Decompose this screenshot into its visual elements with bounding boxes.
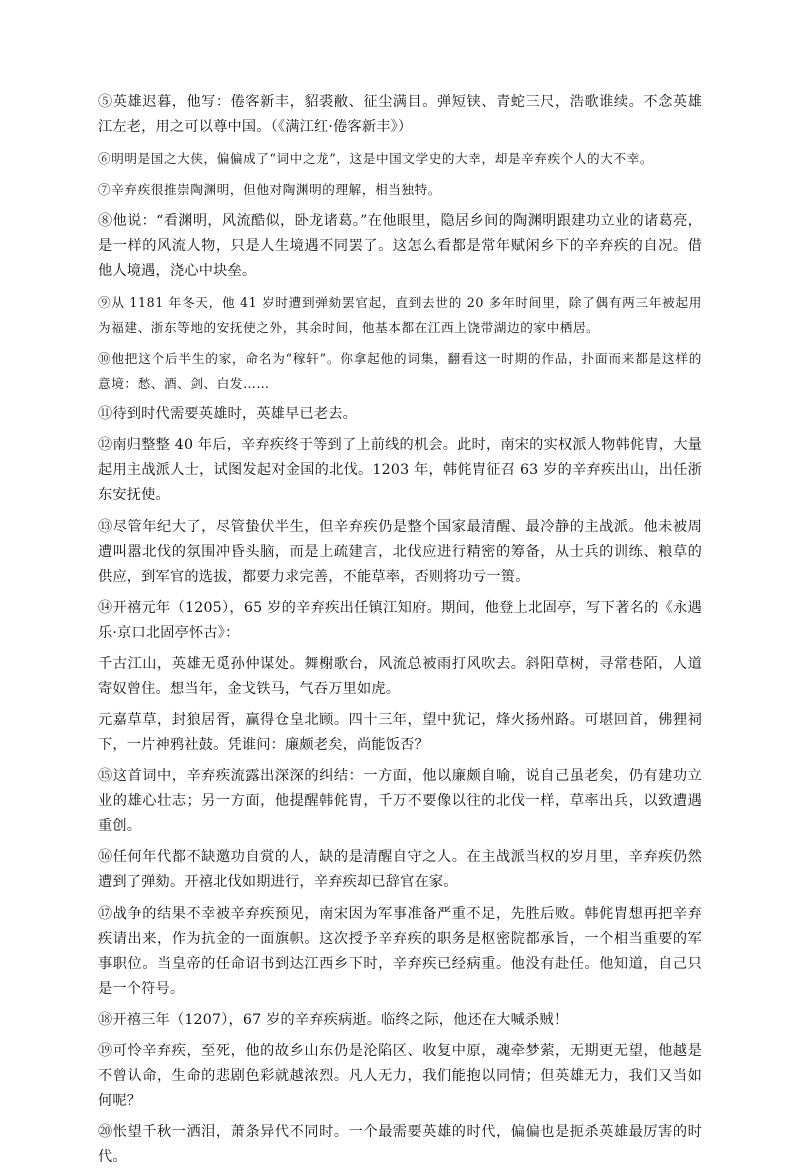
paragraph-6: ⑥明明是国之大侠，偏偏成了“词中之龙”，这是中国文学史的大幸，却是辛弃疾个人的大不幸。 [98,151,654,167]
poem-stanza-1: 千古江山，英雄无觅孙仲谋处。舞榭歌台，风流总被雨打风吹去。斜阳草树，寻常巷陌，人道寄奴曾住。想当年，金戈铁马，气吞万里如虎。 [98,655,702,697]
paragraph-17: ⑰战争的结果不幸被辛弃疾预见，南宋因为军事准备严重不足，先胜后败。韩侂胄想再把辛弃疾请出来，作为抗金的一面旗帜。这次授予辛弃疾的职务是枢密院都承旨，一个相当重要的军事职位。当皇帝的任命诏书到达江西乡下时，辛弃疾已经病重。他没有赴任。他知道，自己只是一个符号。 [98,905,702,997]
paragraph-8: ⑧他说：“看渊明，风流酷似，卧龙诸葛。”在他眼里，隐居乡间的陶渊明跟建功立业的诸葛亮，是一样的风流人物，只是人生境遇不同罢了。这怎么看都是常年赋闲乡下的辛弃疾的自况。借他人境遇，浇心中块垒。 [98,212,702,279]
paragraph-5: ⑤英雄迟暮，他写：倦客新丰，貂裘敝、征尘满目。弹短铗、青蛇三尺，浩歌谁续。不念英雄江左老，用之可以尊中国。（《满江红·倦客新丰》） [98,94,702,135]
paragraph-12: ⑫南归整整 40 年后，辛弃疾终于等到了上前线的机会。此时，南宋的实权派人物韩侂胄，大量起用主战派人士，试图发起对金国的北伐。1203 年，韩侂胄征召 63 岁的辛弃疾出山，出任浙东安抚使。 [98,437,702,504]
paragraph-13: ⑬尽管年纪大了，尽管蛰伏半生，但辛弃疾仍是整个国家最清醒、最冷静的主战派。他未被周遭叫嚣北伐的氛围冲昏头脑，而是上疏建言，北伐应进行精密的筹备，从士兵的训练、粮草的供应，到军官的选拔，都要力求完善，不能草率，否则将功亏一篑。 [98,518,702,585]
paragraph-16: ⑯任何年代都不缺邀功自赏的人，缺的是清醒自守之人。在主战派当权的岁月里，辛弃疾仍然遭到了弹劾。开禧北伐如期进行，辛弃疾却已辞官在家。 [98,849,702,891]
paragraph-7: ⑦辛弃疾很推崇陶渊明，但他对陶渊明的理解，相当独特。 [98,182,442,198]
paragraph-15: ⑮这首词中，辛弃疾流露出深深的纠结：一方面，他以廉颇自喻，说自己虽老矣，仍有建功立业的雄心壮志；另一方面，他提醒韩侂胄，千万不要像以往的北伐一样，草率出兵，以致遭遇重创。 [98,768,702,835]
paragraph-14: ⑭开禧元年（1205），65 岁的辛弃疾出任镇江知府。期间，他登上北固亭，写下著名的《永遇乐·京口北固亭怀古》： [98,599,702,641]
paragraph-18: ⑱开禧三年（1207），67 岁的辛弃疾病逝。临终之际，他还在大喊杀贼！ [98,1011,569,1028]
poem-stanza-2: 元嘉草草，封狼居胥，赢得仓皇北顾。四十三年，望中犹记，烽火扬州路。可堪回首，佛狸祠下，一片神鸦社鼓。凭谁问：廉颇老矣，尚能饭否？ [98,712,702,754]
paragraph-19: ⑲可怜辛弃疾，至死，他的故乡山东仍是沦陷区、收复中原，魂牵梦萦，无期更无望，他越是不曾认命，生命的悲剧色彩就越浓烈。凡人无力，我们能抱以同情；但英雄无力，我们又当如何呢？ [98,1043,702,1109]
paragraph-11: ⑪待到时代需要英雄时，英雄早已老去。 [98,406,357,423]
paragraph-10: ⑩他把这个后半生的家，命名为“稼轩”。你拿起他的词集，翻看这一时期的作品，扑面而来都是这样的意境：愁、酒、剑、白发…… [98,350,702,391]
paragraph-9: ⑨从 1181 年冬天，他 41 岁时遭到弹劾罢官起，直到去世的 20 多年时间里，除了偶有两三年被起用为福建、浙东等地的安抚使之外，其余时间，他基本都在江西上饶带湖边的家中栖居。 [98,294,702,335]
paragraph-20: ⑳怅望千秋一洒泪，萧条异代不同时。一个最需要英雄的时代，偏偏也是扼杀英雄最厉害的时代。 [98,1124,702,1166]
